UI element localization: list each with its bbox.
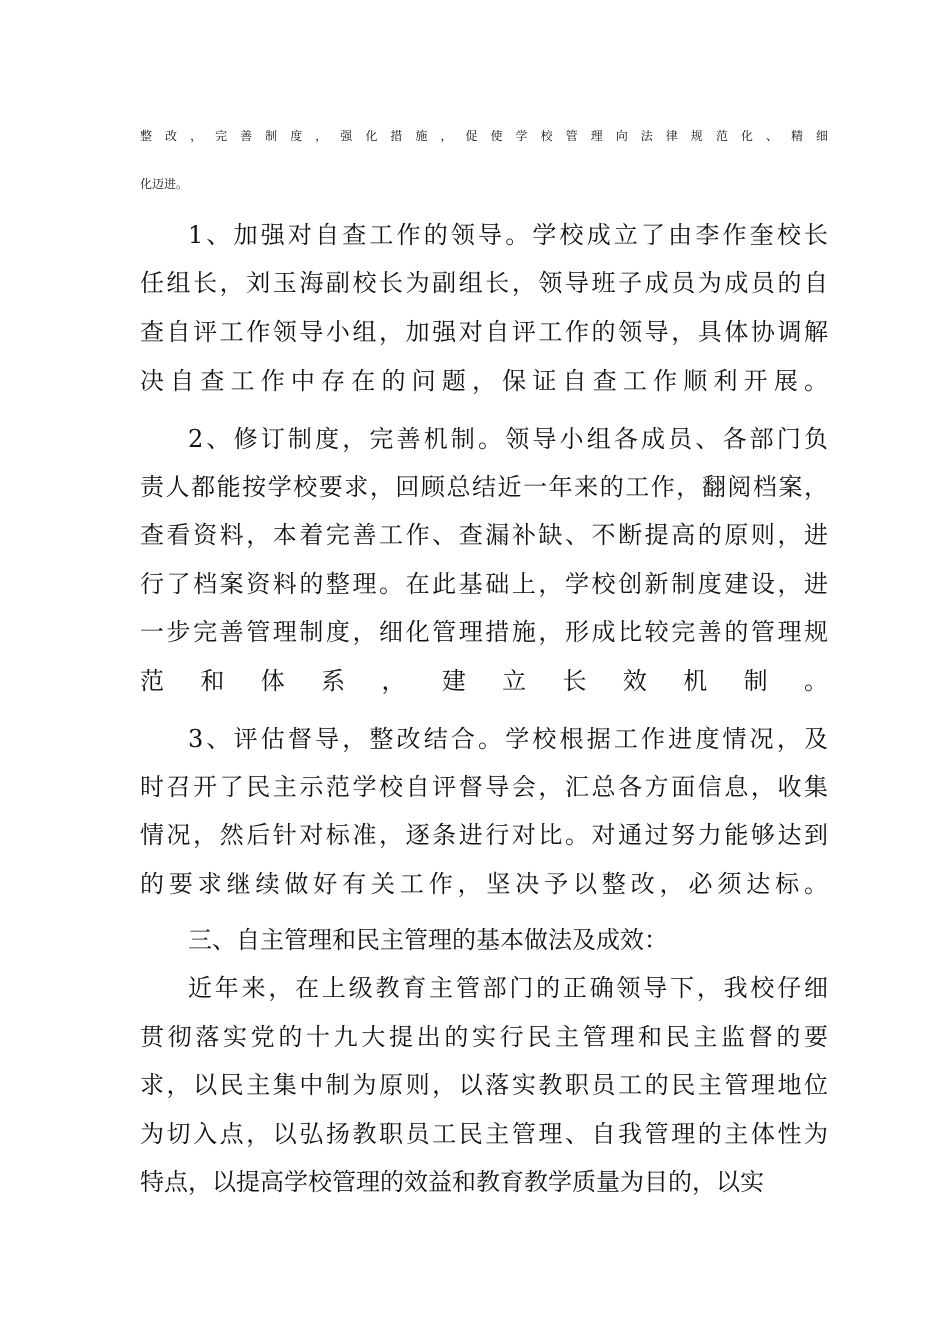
paragraph-2-line-6: 范和体系，建立长效机制。 [140,667,828,695]
paragraph-3-line-4: 的要求继续做好有关工作，坚决予以整改，必须达标。 [140,870,828,898]
paragraph-4-line-3: 求，以民主集中制为原则，以落实教职员工的民主管理地位 [140,1071,828,1099]
paragraph-4-line-1: 近年来，在上级教育主管部门的正确领导下，我校仔细 [188,974,828,1002]
paragraph-2-line-2: 责人都能按学校要求，回顾总结近一年来的工作，翻阅档案， [140,473,828,501]
paragraph-4-line-4: 为切入点，以弘扬教职员工民主管理、自我管理的主体性为 [140,1120,828,1148]
paragraph-2-line-5: 一步完善管理制度，细化管理措施，形成比较完善的管理规 [140,618,828,646]
intro-line-1: 整改，完善制度，强化措施，促使学校管理向法律规范化、精细 [140,129,828,143]
paragraph-2-line-1: 2、修订制度，完善机制。领导小组各成员、各部门负 [188,425,828,453]
paragraph-4-line-2: 贯彻落实党的十九大提出的实行民主管理和民主监督的要 [140,1023,828,1051]
paragraph-3-line-3: 情况，然后针对标准，逐条进行对比。对通过努力能够达到 [140,821,828,849]
section-heading-3: 三、自主管理和民主管理的基本做法及成效： [188,926,668,954]
paragraph-1-line-2: 任组长，刘玉海副校长为副组长，领导班子成员为成员的自 [140,269,828,297]
paragraph-1-line-4: 决自查工作中存在的问题，保证自查工作顺利开展。 [140,367,828,395]
paragraph-3-line-1: 3、评估督导，整改结合。学校根据工作进度情况，及 [188,725,828,753]
intro-line-2: 化迈进。 [140,177,189,191]
paragraph-2-line-3: 查看资料，本着完善工作、查漏补缺、不断提高的原则，进 [140,521,828,549]
paragraph-2-line-4: 行了档案资料的整理。在此基础上，学校创新制度建设，进 [140,570,828,598]
paragraph-1-line-3: 查自评工作领导小组，加强对自评工作的领导，具体协调解 [140,318,828,346]
paragraph-1-line-1: 1、加强对自查工作的领导。学校成立了由李作奎校长 [188,221,828,249]
paragraph-3-line-2: 时召开了民主示范学校自评督导会，汇总各方面信息，收集 [140,773,828,801]
paragraph-4-line-5: 特点，以提高学校管理的效益和教育教学质量为目的，以实 [140,1168,764,1196]
